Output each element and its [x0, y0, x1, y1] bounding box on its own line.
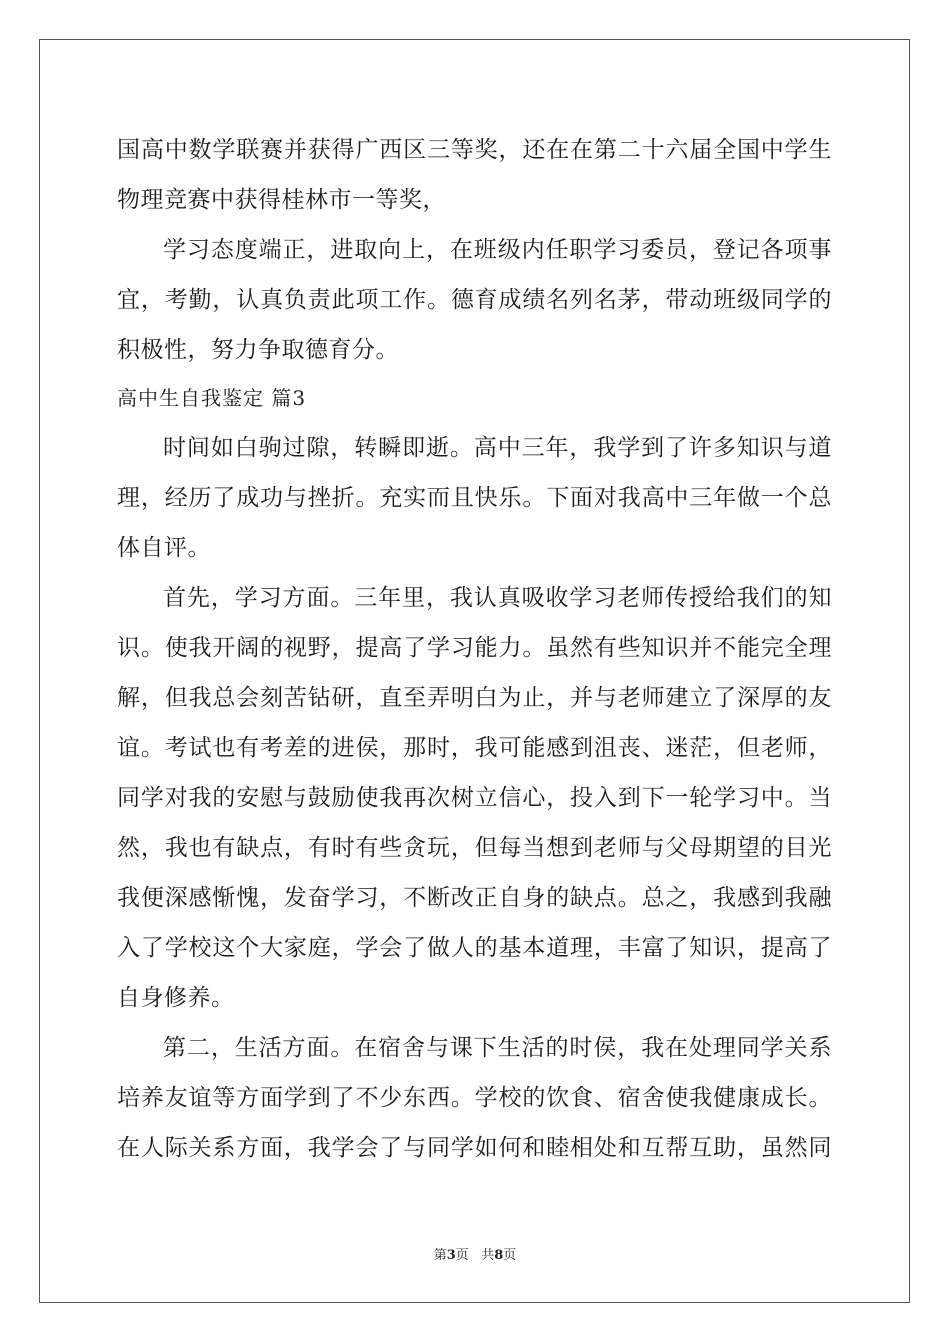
text-line: 入了学校这个大家庭，学会了做人的基本道理，丰富了知识，提高了 — [117, 935, 832, 961]
page-suffix: 页 — [503, 1248, 517, 1263]
text-line: 积极性，努力争取德育分。 — [117, 337, 399, 363]
text-line: 解，但我总会刻苦钻研，直至弄明白为止，并与老师建立了深厚的友 — [117, 685, 832, 711]
page-footer — [0, 1247, 950, 1265]
text-line: 识。使我开阔的视野，提高了学习能力。虽然有些知识并不能完全理 — [117, 635, 832, 661]
page-frame — [39, 39, 910, 1303]
text-line: 在人际关系方面，我学会了与同学如何和睦相处和互帮互助，虽然同 — [117, 1135, 832, 1161]
text-line: 时间如白驹过隙，转瞬即逝。高中三年，我学到了许多知识与道 — [163, 435, 832, 461]
text-line: 国高中数学联赛并获得广西区三等奖，还在在第二十六届全国中学生 — [117, 137, 832, 163]
text-line: 学习态度端正，进取向上，在班级内任职学习委员，登记各项事 — [163, 237, 832, 263]
text-line: 第二，生活方面。在宿舍与课下生活的时侯，我在处理同学关系 — [163, 1035, 832, 1061]
page-prefix: 第 — [433, 1248, 447, 1263]
page-total: 8 — [494, 1248, 504, 1263]
text-line: 首先，学习方面。三年里，我认真吸收学习老师传授给我们的知 — [163, 585, 832, 611]
text-line: 自身修养。 — [117, 985, 235, 1011]
text-line: 物理竞赛中获得桂林市一等奖， — [117, 187, 446, 213]
text-line: 同学对我的安慰与鼓励使我再次树立信心，投入到下一轮学习中。当 — [117, 785, 832, 811]
text-line: 培养友谊等方面学到了不少东西。学校的饮食、宿舍使我健康成长。 — [117, 1085, 832, 1111]
text-line: 我便深感惭愧，发奋学习，不断改正自身的缺点。总之，我感到我融 — [117, 885, 832, 911]
section-heading: 高中生自我鉴定 篇3 — [117, 386, 307, 410]
page-mid: 页 共 — [455, 1248, 495, 1263]
text-line: 理，经历了成功与挫折。充实而且快乐。下面对我高中三年做一个总 — [117, 485, 832, 511]
text-line: 谊。考试也有考差的进侯，那时，我可能感到沮丧、迷茫，但老师， — [117, 735, 832, 761]
text-line: 然，我也有缺点，有时有些贪玩，但每当想到老师与父母期望的目光 — [117, 835, 832, 861]
text-line: 体自评。 — [117, 535, 211, 561]
page-current: 3 — [446, 1248, 456, 1263]
text-line: 宜，考勤，认真负责此项工作。德育成绩名列名茅，带动班级同学的 — [117, 287, 832, 313]
